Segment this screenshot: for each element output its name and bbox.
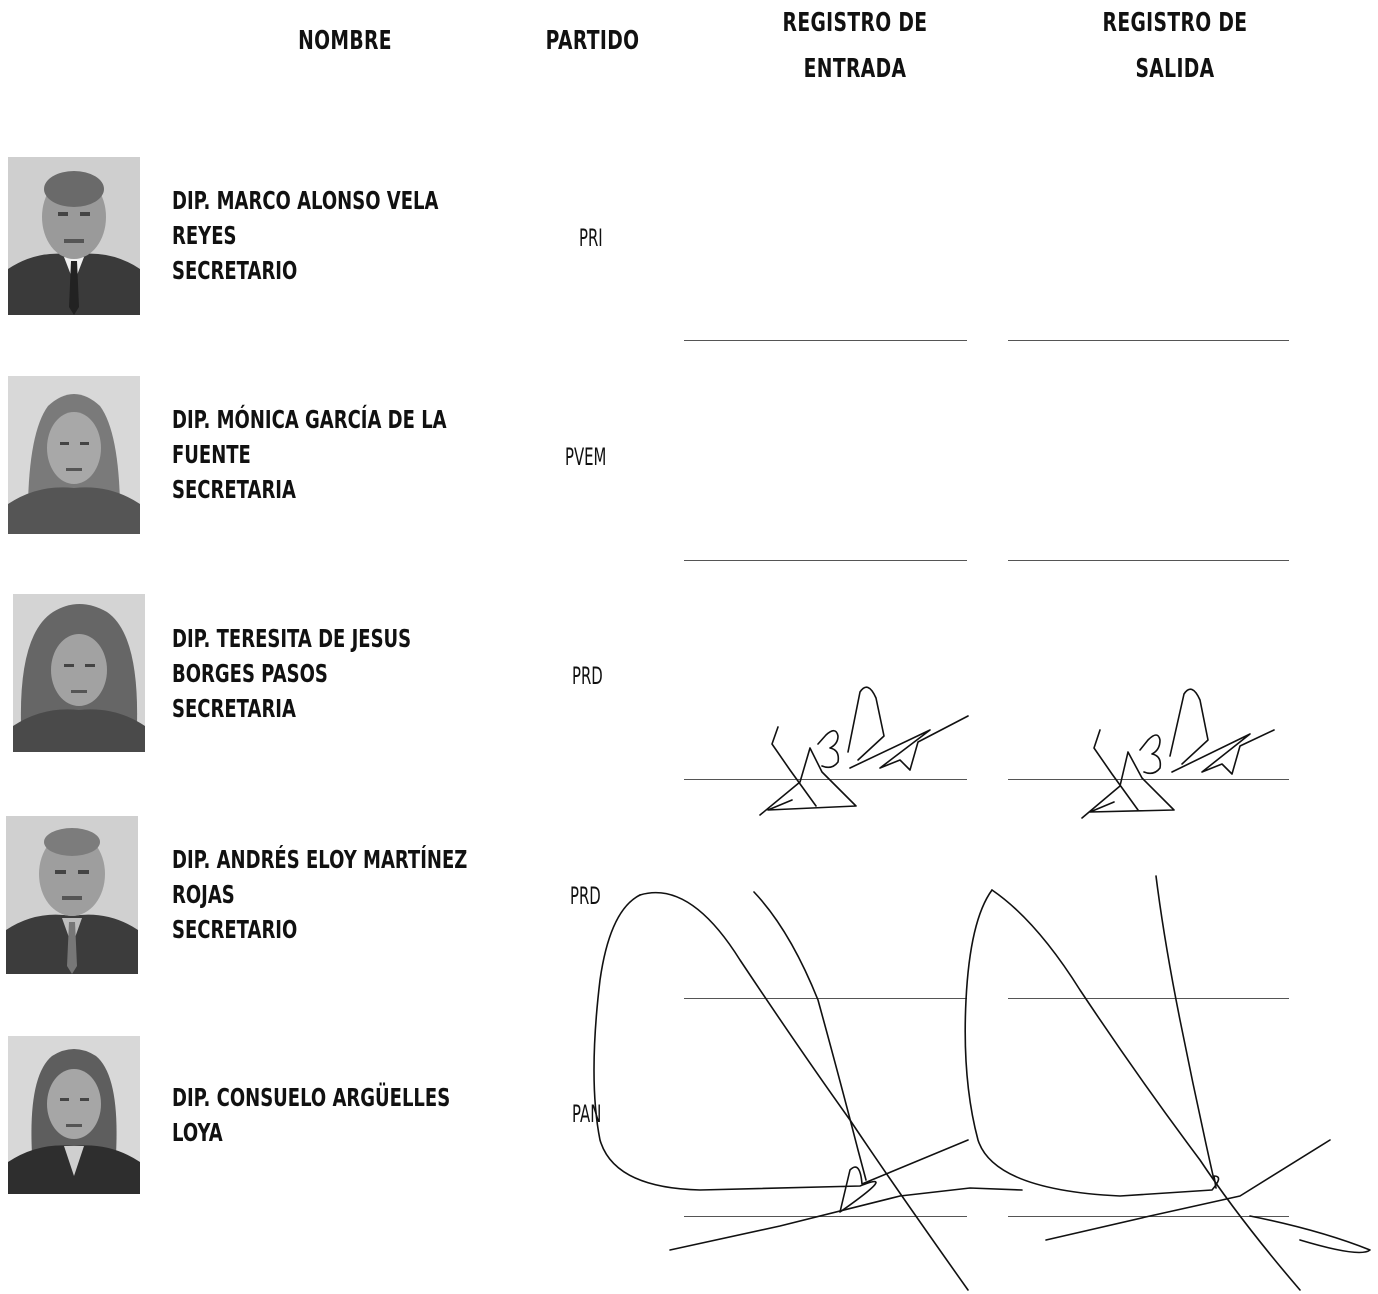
name-line-1: DIP. MARCO ALONSO VELA	[172, 186, 439, 215]
header-registro-entrada: REGISTRO DE ENTRADA	[782, 8, 928, 84]
signature-entrada-row-4-5	[594, 892, 1022, 1290]
portrait-photo-row-5	[8, 1036, 140, 1194]
name-line-1: DIP. TERESITA DE JESUS	[172, 624, 412, 653]
member-name-row-3	[172, 621, 411, 726]
party-row-4: PRD	[570, 882, 601, 910]
party-row-3: PRD	[572, 662, 603, 690]
male-portrait-icon	[6, 816, 138, 974]
entrada-signature-line-row-5	[684, 1216, 967, 1217]
signature-entrada-row-3	[760, 687, 968, 815]
member-name-row-2	[172, 402, 447, 507]
member-name-row-5	[172, 1080, 450, 1150]
member-name-row-4	[172, 842, 467, 947]
member-role: SECRETARIO	[172, 256, 298, 285]
salida-signature-line-row-5	[1008, 1216, 1289, 1217]
name-line-2: ROJAS	[172, 880, 235, 909]
name-line-2: FUENTE	[172, 440, 251, 469]
name-line-1: DIP. MÓNICA GARCÍA DE LA	[172, 405, 447, 434]
name-line-2: LOYA	[172, 1118, 223, 1147]
member-name-row-1	[172, 183, 438, 288]
salida-signature-line-row-3	[1008, 779, 1289, 780]
header-nombre: NOMBRE	[298, 26, 392, 56]
name-line-1: DIP. ANDRÉS ELOY MARTÍNEZ	[172, 845, 468, 874]
salida-signature-line-row-2	[1008, 560, 1289, 561]
portrait-photo-row-1	[8, 157, 140, 315]
header-partido: PARTIDO	[545, 26, 640, 56]
entrada-signature-line-row-1	[684, 340, 967, 341]
signature-salida-row-4-5	[965, 876, 1370, 1290]
entrada-signature-line-row-2	[684, 560, 967, 561]
party-row-5: PAN	[572, 1100, 602, 1128]
portrait-photo-row-2	[8, 376, 140, 534]
member-role: SECRETARIO	[172, 915, 298, 944]
entrada-signature-line-row-4	[684, 998, 967, 999]
member-role: SECRETARIA	[172, 694, 296, 723]
signature-salida-row-3	[1082, 689, 1274, 818]
portrait-photo-row-4	[6, 816, 138, 974]
name-line-1: DIP. CONSUELO ARGÜELLES	[172, 1083, 451, 1112]
party-row-2: PVEM	[565, 443, 607, 471]
header-registro-salida: REGISTRO DE SALIDA	[1102, 8, 1248, 84]
portrait-photo-row-3	[13, 594, 145, 752]
party-row-1: PRI	[579, 224, 603, 252]
male-portrait-icon	[8, 157, 140, 315]
female-portrait-icon	[13, 594, 145, 752]
entrada-signature-line-row-3	[684, 779, 967, 780]
salida-signature-line-row-4	[1008, 998, 1289, 999]
female-portrait-icon	[8, 376, 140, 534]
salida-signature-line-row-1	[1008, 340, 1289, 341]
name-line-2: REYES	[172, 221, 237, 250]
female-portrait-icon	[8, 1036, 140, 1194]
member-role: SECRETARIA	[172, 475, 296, 504]
name-line-2: BORGES PASOS	[172, 659, 328, 688]
